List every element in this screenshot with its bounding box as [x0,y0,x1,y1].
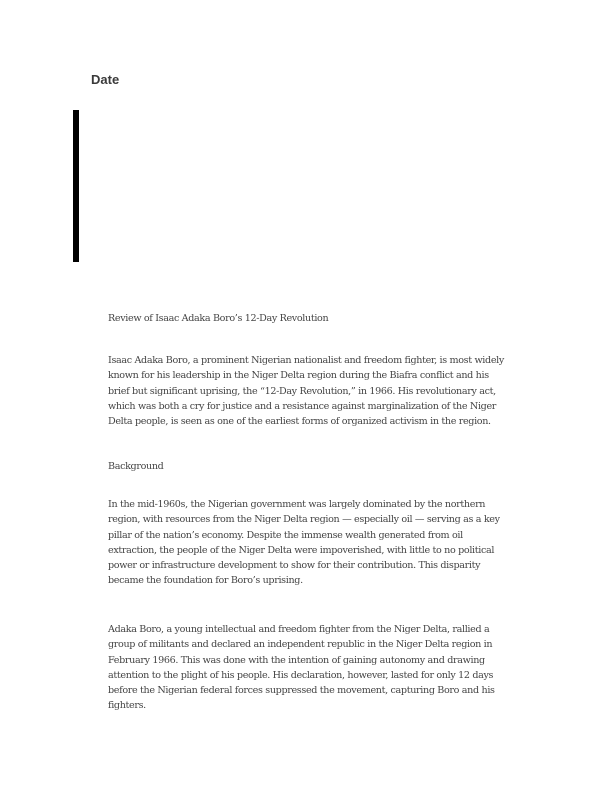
date-heading: Date [91,72,120,87]
text-line: Adaka Boro, a young intellectual and freedom fighter from the Niger Delta, rallied a [108,624,490,635]
text-line: Isaac Adaka Boro, a prominent Nigerian nationalist and freedom fighter, is most widely [108,355,504,366]
document-title: Review of Isaac Adaka Boro’s 12-Day Revolution [108,313,329,324]
text-line: pillar of the nation’s economy. Despite the immense wealth generated from oil [108,530,463,541]
decorative-vertical-bar [73,110,79,262]
text-line: In the mid-1960s, the Nigerian government was largely dominated by the northern [108,499,486,510]
text-line: power or infrastructure development to show for their contribution. This disparity [108,560,481,571]
text-line: brief but significant uprising, the “12-Day Revolution,” in 1966. His revolutionary act, [108,386,496,397]
section-heading-background: Background [108,461,164,472]
text-line: attention to the plight of his people. His declaration, however, lasted for only 12 days [108,670,494,681]
text-line: which was both a cry for justice and a resistance against marginalization of the Niger [108,401,497,412]
text-line: group of militants and declared an independent republic in the Niger Delta region in [108,639,493,650]
text-line: extraction, the people of the Niger Delta were impoverished, with little to no political [108,545,495,556]
text-line: region, with resources from the Niger Delta region — especially oil — serving as a key [108,514,500,525]
text-line: fighters. [108,700,146,711]
text-line: Delta people, is seen as one of the earliest forms of organized activism in the region. [108,416,491,427]
text-line: known for his leadership in the Niger Delta region during the Biafra conflict and his [108,370,489,381]
text-line: became the foundation for Boro’s uprising. [108,575,303,586]
text-line: February 1966. This was done with the intention of gaining autonomy and drawing [108,655,485,666]
text-line: before the Nigerian federal forces suppressed the movement, capturing Boro and his [108,685,495,696]
